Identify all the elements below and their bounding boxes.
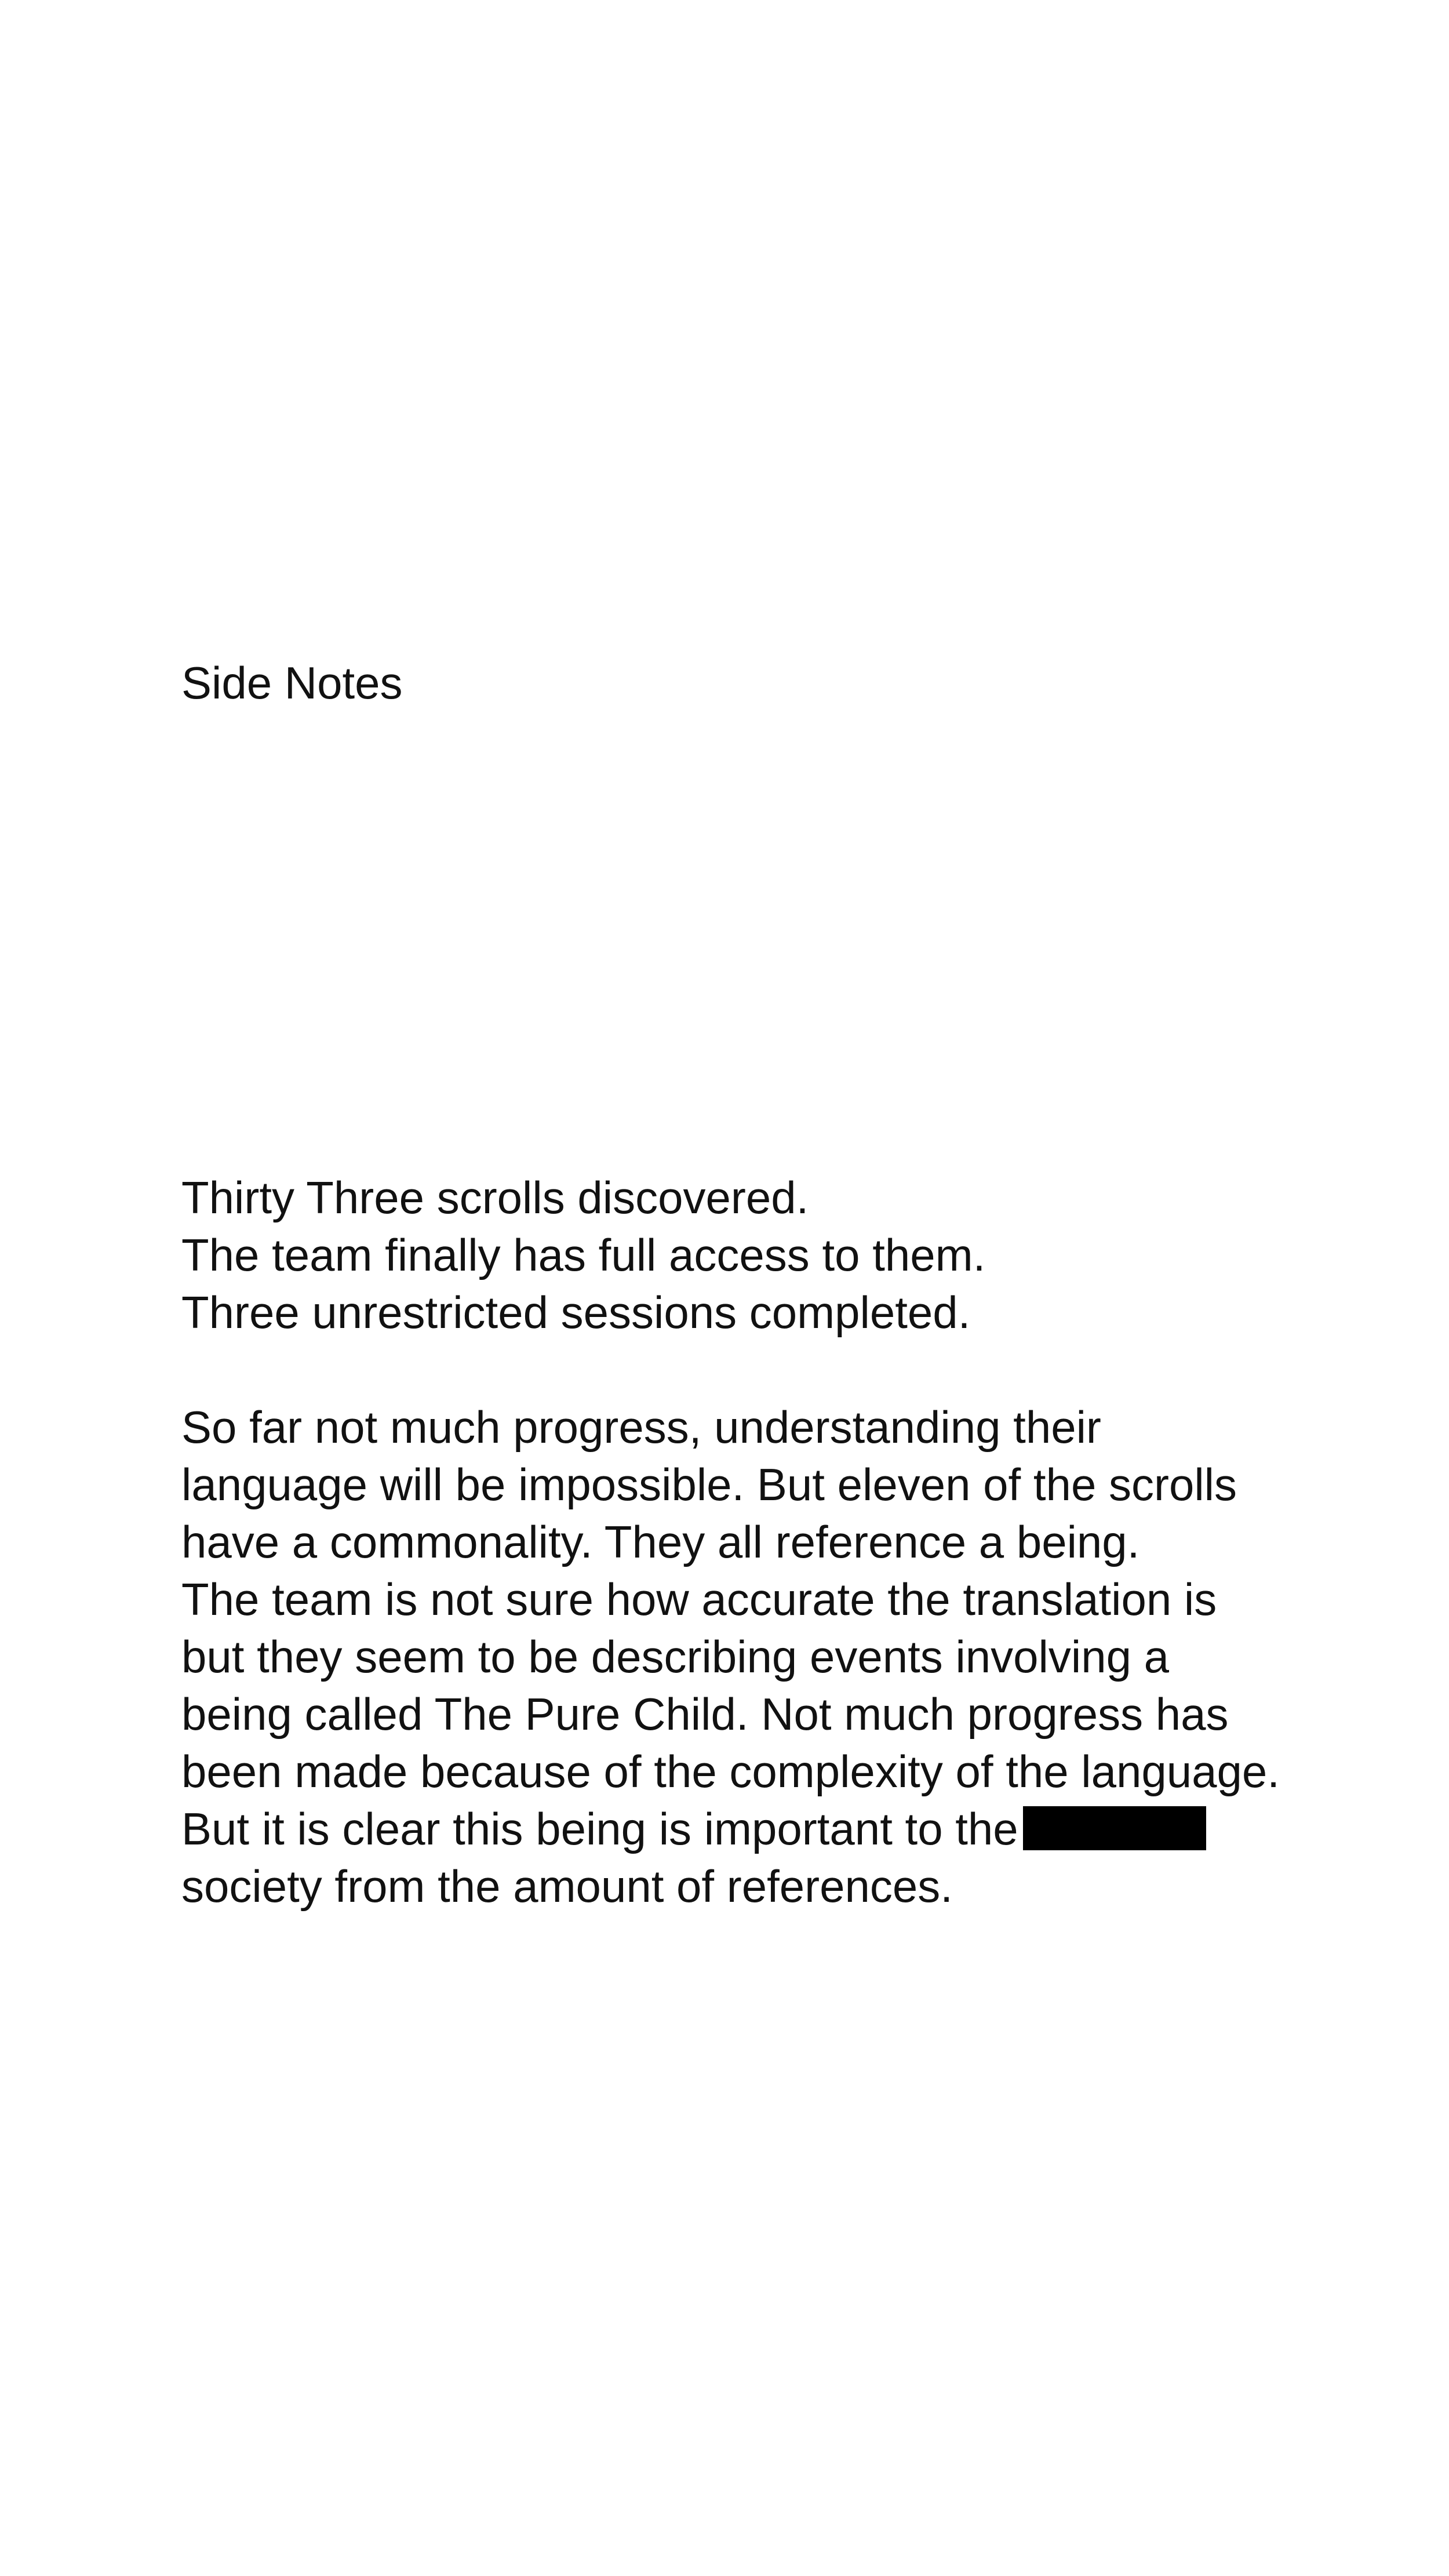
redaction-bar <box>1023 1806 1206 1850</box>
text-line: So far not much progress, understanding their <box>181 1402 1101 1453</box>
text-line-with-redaction <box>181 1800 1280 1858</box>
text-segment: But it is clear this being is important to the <box>181 1803 1018 1854</box>
text-line: language will be impossible. But eleven of the scrolls <box>181 1459 1237 1510</box>
text-line: been made because of the complexity of the language. <box>181 1746 1280 1797</box>
text-line: The team is not sure how accurate the translation is <box>181 1574 1217 1625</box>
paragraph-1 <box>181 1169 1280 1341</box>
notes-body <box>181 1169 1280 1915</box>
paragraph-2 <box>181 1399 1280 1915</box>
text-line: Three unrestricted sessions completed. <box>181 1287 971 1338</box>
text-line: The team finally has full access to them. <box>181 1229 986 1280</box>
text-line: Thirty Three scrolls discovered. <box>181 1172 809 1223</box>
text-line: being called The Pure Child. Not much progress has <box>181 1689 1229 1740</box>
text-line: but they seem to be describing events involving a <box>181 1631 1170 1682</box>
page-title: Side Notes <box>181 657 403 708</box>
text-line: society from the amount of references. <box>181 1861 953 1912</box>
paragraph-spacer <box>181 1341 1280 1399</box>
text-line: have a commonality. They all reference a being. <box>181 1516 1140 1567</box>
